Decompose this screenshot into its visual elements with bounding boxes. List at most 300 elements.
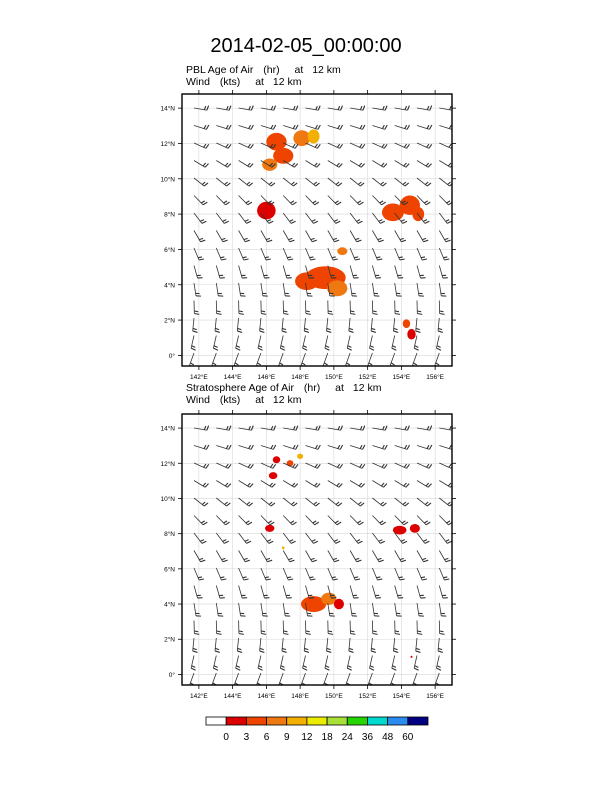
wind-barb xyxy=(261,568,271,580)
wind-barb xyxy=(216,143,231,148)
colorbar-box xyxy=(408,717,428,725)
panel2-level: 12 km xyxy=(352,382,382,394)
panel2-wind-at-word: at xyxy=(255,394,264,406)
wind-barb xyxy=(280,336,285,351)
wind-barb xyxy=(372,125,387,129)
colorbar xyxy=(206,717,428,743)
wind-barb xyxy=(236,656,241,671)
wind-barb xyxy=(438,638,443,652)
wind-barb xyxy=(213,656,218,671)
wind-barb xyxy=(328,463,343,468)
wind-barb xyxy=(261,621,266,635)
wind-barb xyxy=(328,248,338,260)
svg-text:Wind (kts) at xyxy=(186,76,302,88)
wind-barb xyxy=(261,445,276,449)
panel1-level: 12 km xyxy=(312,64,341,76)
wind-barb xyxy=(325,656,330,671)
wind-barb xyxy=(194,178,208,186)
wind-barb xyxy=(193,638,198,652)
wind-barb xyxy=(350,301,355,315)
wind-barb xyxy=(306,463,321,468)
y-tick-label: 4°N xyxy=(164,282,175,290)
wind-barb xyxy=(392,336,397,351)
wind-barb xyxy=(191,656,196,671)
wind-barb xyxy=(306,568,316,580)
wind-barb xyxy=(283,266,292,279)
wind-barb xyxy=(417,586,426,599)
wind-barb xyxy=(280,656,285,671)
wind-barb xyxy=(350,516,363,525)
wind-barb xyxy=(371,638,376,652)
y-tick-label: 8°N xyxy=(164,531,175,539)
wind-barb xyxy=(306,196,319,205)
wind-barb xyxy=(261,301,266,315)
wind-barb xyxy=(283,498,297,506)
wind-barb xyxy=(239,463,254,468)
main-title: 2014-02-05_00:00:00 xyxy=(210,35,402,57)
wind-barb xyxy=(303,656,308,671)
wind-barb xyxy=(393,638,398,652)
age-of-air-region xyxy=(295,272,319,290)
age-of-air-region xyxy=(410,524,420,533)
panel2-title: Stratosphere Age of Air xyxy=(186,382,294,394)
panel1-wind-units: (kts) xyxy=(219,76,241,88)
wind-barb xyxy=(370,656,375,671)
wind-barb xyxy=(194,143,209,148)
wind-barb xyxy=(261,248,271,260)
wind-barb xyxy=(350,621,355,635)
wind-barb xyxy=(439,196,452,205)
wind-barb xyxy=(372,498,386,506)
wind-barb xyxy=(372,586,381,599)
wind-barb xyxy=(258,656,263,671)
x-tick-label: 148°E xyxy=(291,374,310,381)
wind-barb xyxy=(283,586,292,599)
wind-barb xyxy=(328,231,339,242)
panel2-wind-level: 12 km xyxy=(272,394,302,406)
wind-barb xyxy=(417,481,432,488)
wind-barb xyxy=(216,266,225,279)
colorbar-box xyxy=(226,717,246,725)
wind-barb xyxy=(417,533,429,543)
wind-barb xyxy=(350,568,360,580)
wind-barb xyxy=(439,213,451,223)
x-tick-label: 146°E xyxy=(257,693,276,700)
wind-barb xyxy=(239,445,254,449)
wind-barb xyxy=(439,266,448,279)
wind-barb xyxy=(239,161,254,168)
colorbar-label: 36 xyxy=(361,732,374,743)
wind-barb xyxy=(215,638,220,652)
wind-barb xyxy=(372,196,385,205)
y-tick-label: 6°N xyxy=(164,246,175,254)
wind-barb xyxy=(306,445,321,449)
x-tick-label: 142°E xyxy=(189,693,208,700)
wind-barb xyxy=(395,231,406,242)
age-of-air-region xyxy=(407,329,415,340)
y-tick-label: 12°N xyxy=(160,460,175,468)
age-of-air-region xyxy=(287,460,294,466)
age-of-air-region xyxy=(308,129,320,143)
wind-barb xyxy=(372,178,386,186)
wind-barb xyxy=(258,336,263,351)
wind-barb xyxy=(395,301,400,315)
wind-barb xyxy=(439,178,453,186)
y-tick-label: 10°N xyxy=(160,495,175,503)
colorbar-box xyxy=(388,717,408,725)
wind-barb xyxy=(372,143,387,148)
wind-barb xyxy=(328,196,341,205)
wind-barb xyxy=(416,638,421,652)
wind-barb xyxy=(304,638,309,652)
wind-barb xyxy=(239,231,250,242)
wind-barb xyxy=(395,533,407,543)
wind-barb xyxy=(372,621,377,635)
wind-barb xyxy=(283,568,293,580)
wind-barb xyxy=(414,336,419,351)
wind-barb xyxy=(417,551,428,562)
wind-barb xyxy=(328,516,341,525)
wind-barb xyxy=(372,463,387,468)
wind-barb xyxy=(347,336,352,351)
wind-barb xyxy=(350,196,363,205)
wind-barb xyxy=(395,586,404,599)
wind-barb xyxy=(194,196,207,205)
wind-barb xyxy=(349,638,354,652)
wind-barb xyxy=(417,161,432,168)
wind-barb xyxy=(239,481,254,488)
wind-barb xyxy=(350,143,365,148)
wind-barb xyxy=(216,586,225,599)
wind-barb xyxy=(194,301,199,315)
panel1-wind-at-word: at xyxy=(255,76,264,88)
age-of-air-region xyxy=(266,133,286,151)
wind-barb xyxy=(328,301,333,315)
wind-barb xyxy=(372,533,384,543)
wind-barb xyxy=(306,143,321,148)
wind-barb xyxy=(436,656,441,671)
colorbar-box xyxy=(327,717,347,725)
wind-barb xyxy=(306,533,318,543)
wind-barb xyxy=(216,533,228,543)
colorbar-box xyxy=(347,717,367,725)
wind-barb xyxy=(283,445,298,449)
age-of-air-region xyxy=(334,599,344,610)
colorbar-label: 0 xyxy=(223,732,229,743)
wind-barb xyxy=(216,178,230,186)
wind-barb xyxy=(372,568,382,580)
y-tick-label: 4°N xyxy=(164,601,175,609)
x-tick-label: 154°E xyxy=(392,693,411,700)
x-tick-label: 154°E xyxy=(392,374,411,381)
panel1-units: (hr) xyxy=(263,64,280,76)
wind-barb xyxy=(306,551,317,562)
colorbar-label: 6 xyxy=(263,732,270,743)
colorbar-label: 48 xyxy=(382,732,394,743)
wind-barb xyxy=(283,248,293,260)
colorbar-box xyxy=(367,717,387,725)
wind-barb xyxy=(261,516,274,525)
wind-barb xyxy=(306,231,317,242)
y-tick-label: 10°N xyxy=(160,176,175,184)
wind-barb xyxy=(261,178,275,186)
wind-barb xyxy=(350,125,365,129)
wind-barb xyxy=(372,445,387,449)
x-tick-label: 148°E xyxy=(291,693,310,700)
wind-barb xyxy=(372,481,387,488)
y-tick-label: 12°N xyxy=(160,140,175,148)
age-of-air-region xyxy=(273,456,280,463)
wind-barb xyxy=(306,301,311,315)
wind-barb xyxy=(283,161,298,168)
x-tick-label: 156°E xyxy=(426,693,445,700)
wind-barb xyxy=(417,498,431,506)
wind-barb xyxy=(417,621,422,635)
wind-barb xyxy=(325,336,330,351)
wind-barb xyxy=(439,533,451,543)
y-tick-label: 6°N xyxy=(164,566,175,574)
wind-barb xyxy=(216,481,231,488)
wind-barb xyxy=(328,481,343,488)
wind-barb xyxy=(417,143,432,148)
wind-barb xyxy=(328,568,338,580)
wind-barb xyxy=(239,621,244,635)
y-tick-label: 2°N xyxy=(164,317,175,325)
wind-barb xyxy=(395,498,409,506)
age-of-air-region xyxy=(282,546,285,549)
wind-barb xyxy=(395,125,410,129)
colorbar-box xyxy=(206,717,226,725)
y-tick-label: 2°N xyxy=(164,636,175,644)
wind-barb xyxy=(350,481,365,488)
wind-barb xyxy=(283,196,296,205)
wind-barb xyxy=(395,603,402,616)
wind-barb xyxy=(194,516,207,525)
wind-barb xyxy=(283,533,295,543)
wind-barb xyxy=(417,231,428,242)
wind-barb xyxy=(327,638,332,652)
wind-barb xyxy=(417,516,430,525)
wind-barb xyxy=(239,213,251,223)
wind-barb xyxy=(395,445,410,449)
wind-barb xyxy=(239,143,254,148)
wind-barb xyxy=(417,178,431,186)
age-of-air-region xyxy=(337,247,347,255)
wind-barb xyxy=(350,213,362,223)
wind-barb xyxy=(372,161,387,168)
wind-barb xyxy=(328,161,343,168)
wind-barb xyxy=(306,213,318,223)
wind-barb xyxy=(261,481,276,488)
wind-barb xyxy=(236,336,241,351)
wind-barb xyxy=(417,463,432,468)
wind-barb xyxy=(216,621,221,635)
wind-barb xyxy=(194,551,205,562)
wind-barb xyxy=(303,336,308,351)
wind-barb xyxy=(194,445,209,449)
wind-barb xyxy=(283,603,290,616)
wind-barb xyxy=(372,248,382,260)
wind-barb xyxy=(395,178,409,186)
y-tick-label: 8°N xyxy=(164,211,175,219)
wind-barb xyxy=(239,248,249,260)
wind-barb xyxy=(350,266,359,279)
wind-barb xyxy=(283,621,288,635)
wind-barb xyxy=(306,178,320,186)
wind-barb xyxy=(350,231,361,242)
wind-barb xyxy=(261,463,276,468)
wind-barb xyxy=(261,125,276,129)
svg-text:Stratosphere Age of Air xyxy=(186,382,382,394)
wind-barb xyxy=(395,481,410,488)
wind-barb xyxy=(372,516,385,525)
wind-barb xyxy=(194,533,206,543)
panel1-wind-title: Wind xyxy=(186,76,210,88)
colorbar-label: 9 xyxy=(283,732,290,743)
wind-barb xyxy=(417,603,424,616)
wind-barb xyxy=(261,533,273,543)
wind-barb xyxy=(350,178,364,186)
age-of-air-region xyxy=(297,454,303,459)
wind-barb xyxy=(439,603,446,616)
wind-barb xyxy=(417,445,432,449)
wind-barb xyxy=(194,266,203,279)
wind-barb xyxy=(350,498,364,506)
y-tick-label: 14°N xyxy=(160,105,175,113)
wind-barb xyxy=(417,125,432,129)
panel2-wind-title: Wind xyxy=(186,394,210,406)
wind-barb xyxy=(283,125,298,129)
wind-barb xyxy=(194,213,206,223)
wind-barb xyxy=(306,248,316,260)
wind-barb xyxy=(216,498,230,506)
panel1-header xyxy=(186,64,341,88)
wind-barb xyxy=(436,336,441,351)
wind-barb xyxy=(372,231,383,242)
wind-barb xyxy=(216,125,231,129)
wind-barb xyxy=(216,445,231,449)
wind-barb xyxy=(392,656,397,671)
wind-barb xyxy=(395,568,405,580)
wind-barb xyxy=(282,638,287,652)
plot-frame xyxy=(182,414,452,685)
y-tick-label: 14°N xyxy=(160,425,175,433)
wind-barb xyxy=(239,568,249,580)
wind-barb xyxy=(395,266,404,279)
wind-barb xyxy=(350,551,361,562)
wind-barb xyxy=(439,586,448,599)
wind-barb xyxy=(439,621,444,635)
wind-barb xyxy=(414,656,419,671)
y-tick-label: 0° xyxy=(168,671,175,679)
wind-barb xyxy=(261,586,270,599)
wind-barb xyxy=(306,516,319,525)
wind-barb xyxy=(194,603,201,616)
wind-barb xyxy=(350,463,365,468)
wind-barb xyxy=(439,551,450,562)
x-tick-label: 146°E xyxy=(257,374,276,381)
panel2-plot xyxy=(160,410,456,700)
x-tick-label: 152°E xyxy=(358,374,377,381)
panel2-units: (hr) xyxy=(303,382,321,394)
x-tick-label: 142°E xyxy=(189,374,208,381)
wind-barb xyxy=(439,568,449,580)
y-tick-label: 0° xyxy=(168,352,175,360)
x-tick-label: 144°E xyxy=(223,374,242,381)
wind-barb xyxy=(439,498,453,506)
wind-barb xyxy=(328,445,343,449)
x-tick-label: 156°E xyxy=(426,374,445,381)
wind-barb xyxy=(347,656,352,671)
wind-barb xyxy=(350,603,357,616)
wind-barb xyxy=(216,516,229,525)
svg-text:Wind (kts) at xyxy=(186,394,302,406)
wind-barb xyxy=(261,603,268,616)
panel2-header xyxy=(186,382,382,406)
wind-barb xyxy=(239,301,244,315)
wind-barb xyxy=(306,125,321,129)
wind-barb xyxy=(306,481,321,488)
wind-barb xyxy=(417,266,426,279)
wind-barb xyxy=(194,481,209,488)
wind-barb xyxy=(283,551,294,562)
x-tick-label: 152°E xyxy=(358,693,377,700)
wind-barb xyxy=(370,336,375,351)
wind-barb xyxy=(237,638,242,652)
wind-barb xyxy=(372,266,381,279)
panel1-plot xyxy=(160,90,456,381)
colorbar-box xyxy=(267,717,287,725)
wind-barb xyxy=(417,301,422,315)
wind-barb xyxy=(260,638,265,652)
wind-barb xyxy=(239,603,246,616)
wind-barb xyxy=(194,125,209,129)
wind-barb xyxy=(216,568,226,580)
wind-barb xyxy=(395,463,410,468)
wind-barb xyxy=(372,551,383,562)
wind-barb xyxy=(239,516,252,525)
wind-barb xyxy=(439,231,450,242)
wind-barb xyxy=(395,161,410,168)
svg-text:PBL Age of Air (hr) xyxy=(186,64,341,76)
wind-barb xyxy=(239,266,248,279)
wind-barb xyxy=(283,178,297,186)
wind-barb xyxy=(216,213,228,223)
x-tick-label: 150°E xyxy=(324,693,343,700)
panel1-wind-level: 12 km xyxy=(272,76,302,88)
panel2-wind-units: (kts) xyxy=(219,394,241,406)
colorbar-label: 60 xyxy=(402,732,414,743)
wind-barb xyxy=(417,248,427,260)
wind-barb xyxy=(194,621,199,635)
wind-barb xyxy=(216,196,229,205)
wind-barb xyxy=(216,248,226,260)
colorbar-label: 18 xyxy=(321,732,333,743)
colorbar-label: 24 xyxy=(341,732,353,743)
wind-barb xyxy=(239,533,251,543)
wind-barb xyxy=(194,586,203,599)
wind-barb xyxy=(194,161,209,168)
wind-barb xyxy=(350,533,362,543)
wind-barb xyxy=(306,161,321,168)
wind-barb xyxy=(439,516,452,525)
colorbar-box xyxy=(307,717,327,725)
age-of-air-region xyxy=(410,656,412,658)
wind-barb xyxy=(239,196,252,205)
colorbar-label: 3 xyxy=(243,732,250,743)
wind-barb xyxy=(417,568,427,580)
wind-barb xyxy=(261,498,275,506)
